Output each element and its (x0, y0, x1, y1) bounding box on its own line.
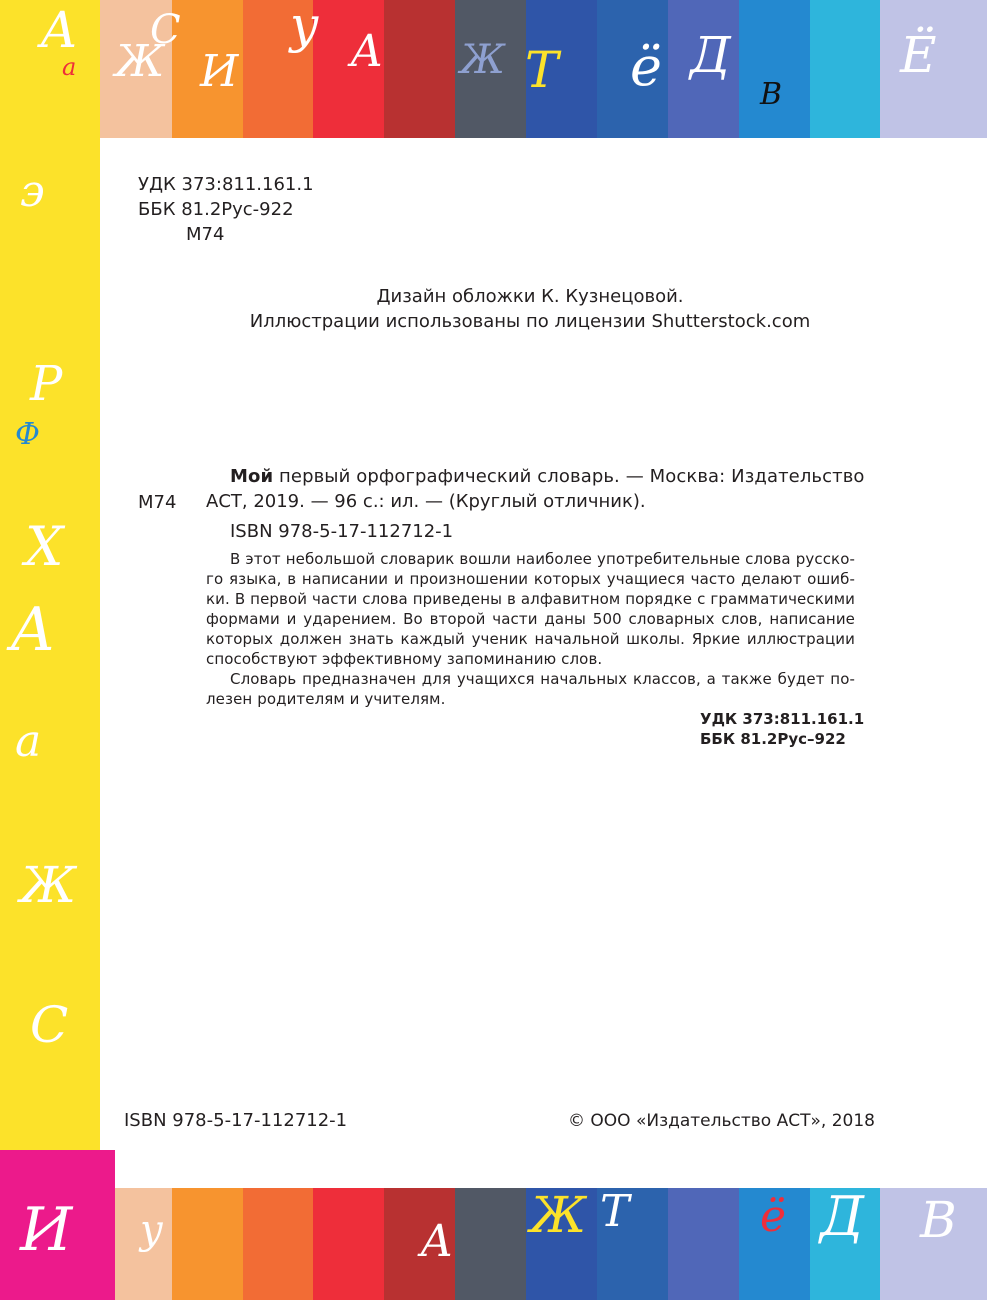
annotation-line: В этот небольшой словарик вошли наиболее употребительные слова русско- (230, 550, 855, 568)
cursive-letter: Ё (900, 26, 937, 84)
cursive-letter: Т (600, 1186, 630, 1237)
stripe (668, 1188, 739, 1300)
cursive-letter: у (140, 1207, 164, 1253)
cursive-letter: И (200, 46, 239, 97)
annotation-line: формами и ударением. Во второй части даны 500 словарных слов, написание (206, 610, 855, 628)
stripe (313, 1188, 384, 1300)
cursive-letter: Р (30, 356, 63, 412)
footer-isbn: ISBN 978-5-17-112712-1 (124, 1110, 348, 1131)
stripe (810, 0, 880, 138)
cursive-letter: Ж (460, 37, 505, 83)
cursive-letter: Т (525, 41, 559, 99)
cursive-letter: Ф (15, 417, 40, 452)
cursive-letter: Ж (115, 36, 165, 87)
cursive-letter: у (290, 0, 320, 54)
cursive-letter: А (350, 26, 384, 77)
cursive-letter: э (20, 166, 45, 217)
cursive-letter: С (30, 996, 69, 1054)
cursive-letter: Д (690, 26, 731, 84)
cursive-letter: В (920, 1191, 957, 1249)
entry-title-line-2: АСТ, 2019. — 96 с.: ил. — (Круглый отличник). (206, 491, 646, 512)
entry-isbn: ISBN 978-5-17-112712-1 (230, 521, 454, 542)
entry-bbk: ББК 81.2Рус–922 (700, 730, 846, 748)
annotation-line: ки. В первой части слова приведены в алфавитном порядке с грамматическими (206, 590, 855, 608)
cursive-letter: С (150, 7, 181, 53)
cursive-letter: Д (820, 1185, 864, 1248)
cursive-letter: а (62, 53, 77, 81)
cursive-letter: Ж (530, 1186, 587, 1244)
illustrations-credit: Иллюстрации использованы по лицензии Shutterstock.com (249, 311, 811, 332)
udk-header: УДК 373:811.161.1 (138, 174, 314, 195)
cursive-letter: А (420, 1216, 454, 1267)
cover-design-credit: Дизайн обложки К. Кузнецовой. (376, 286, 684, 307)
entry-udk: УДК 373:811.161.1 (700, 710, 865, 728)
stripe (739, 0, 810, 138)
cursive-letter: Ж (20, 856, 77, 914)
cursive-letter: И (20, 1195, 73, 1265)
cursive-letter: Х (25, 515, 64, 578)
entry-title-rest: первый орфографический словарь. — Москва: Издательство (273, 466, 865, 487)
annotation-line: лезен родителям и учителям. (206, 690, 446, 708)
bbk-header: ББК 81.2Рус-922 (138, 199, 294, 220)
author-code-header: М74 (186, 224, 225, 245)
entry-title-bold: Мой (230, 466, 274, 487)
cursive-letter: ё (630, 35, 662, 98)
annotation-line: которых должен знать каждый ученик начальной школы. Яркие иллюстрации (206, 630, 855, 648)
stripe (455, 1188, 526, 1300)
cursive-letter: В (760, 77, 783, 112)
stripe (172, 1188, 243, 1300)
annotation-line: го языка, в написании и произношении которых учащиеся часто делают ошиб- (206, 570, 855, 588)
cursive-letter: А (10, 595, 56, 665)
cursive-letter: а (15, 716, 42, 767)
stripe (384, 0, 455, 138)
cursive-letter: А (40, 1, 78, 59)
annotation-line: способствуют эффективному запоминанию слов. (206, 650, 603, 668)
annotation-line: Словарь предназначен для учащихся начальных классов, а также будет по- (230, 670, 855, 688)
footer-copyright: © ООО «Издательство АСТ», 2018 (568, 1111, 875, 1131)
stripe (243, 1188, 313, 1300)
entry-code: М74 (138, 492, 177, 513)
entry-title-line-1 (230, 466, 865, 487)
cursive-letter: ё (760, 1191, 787, 1242)
